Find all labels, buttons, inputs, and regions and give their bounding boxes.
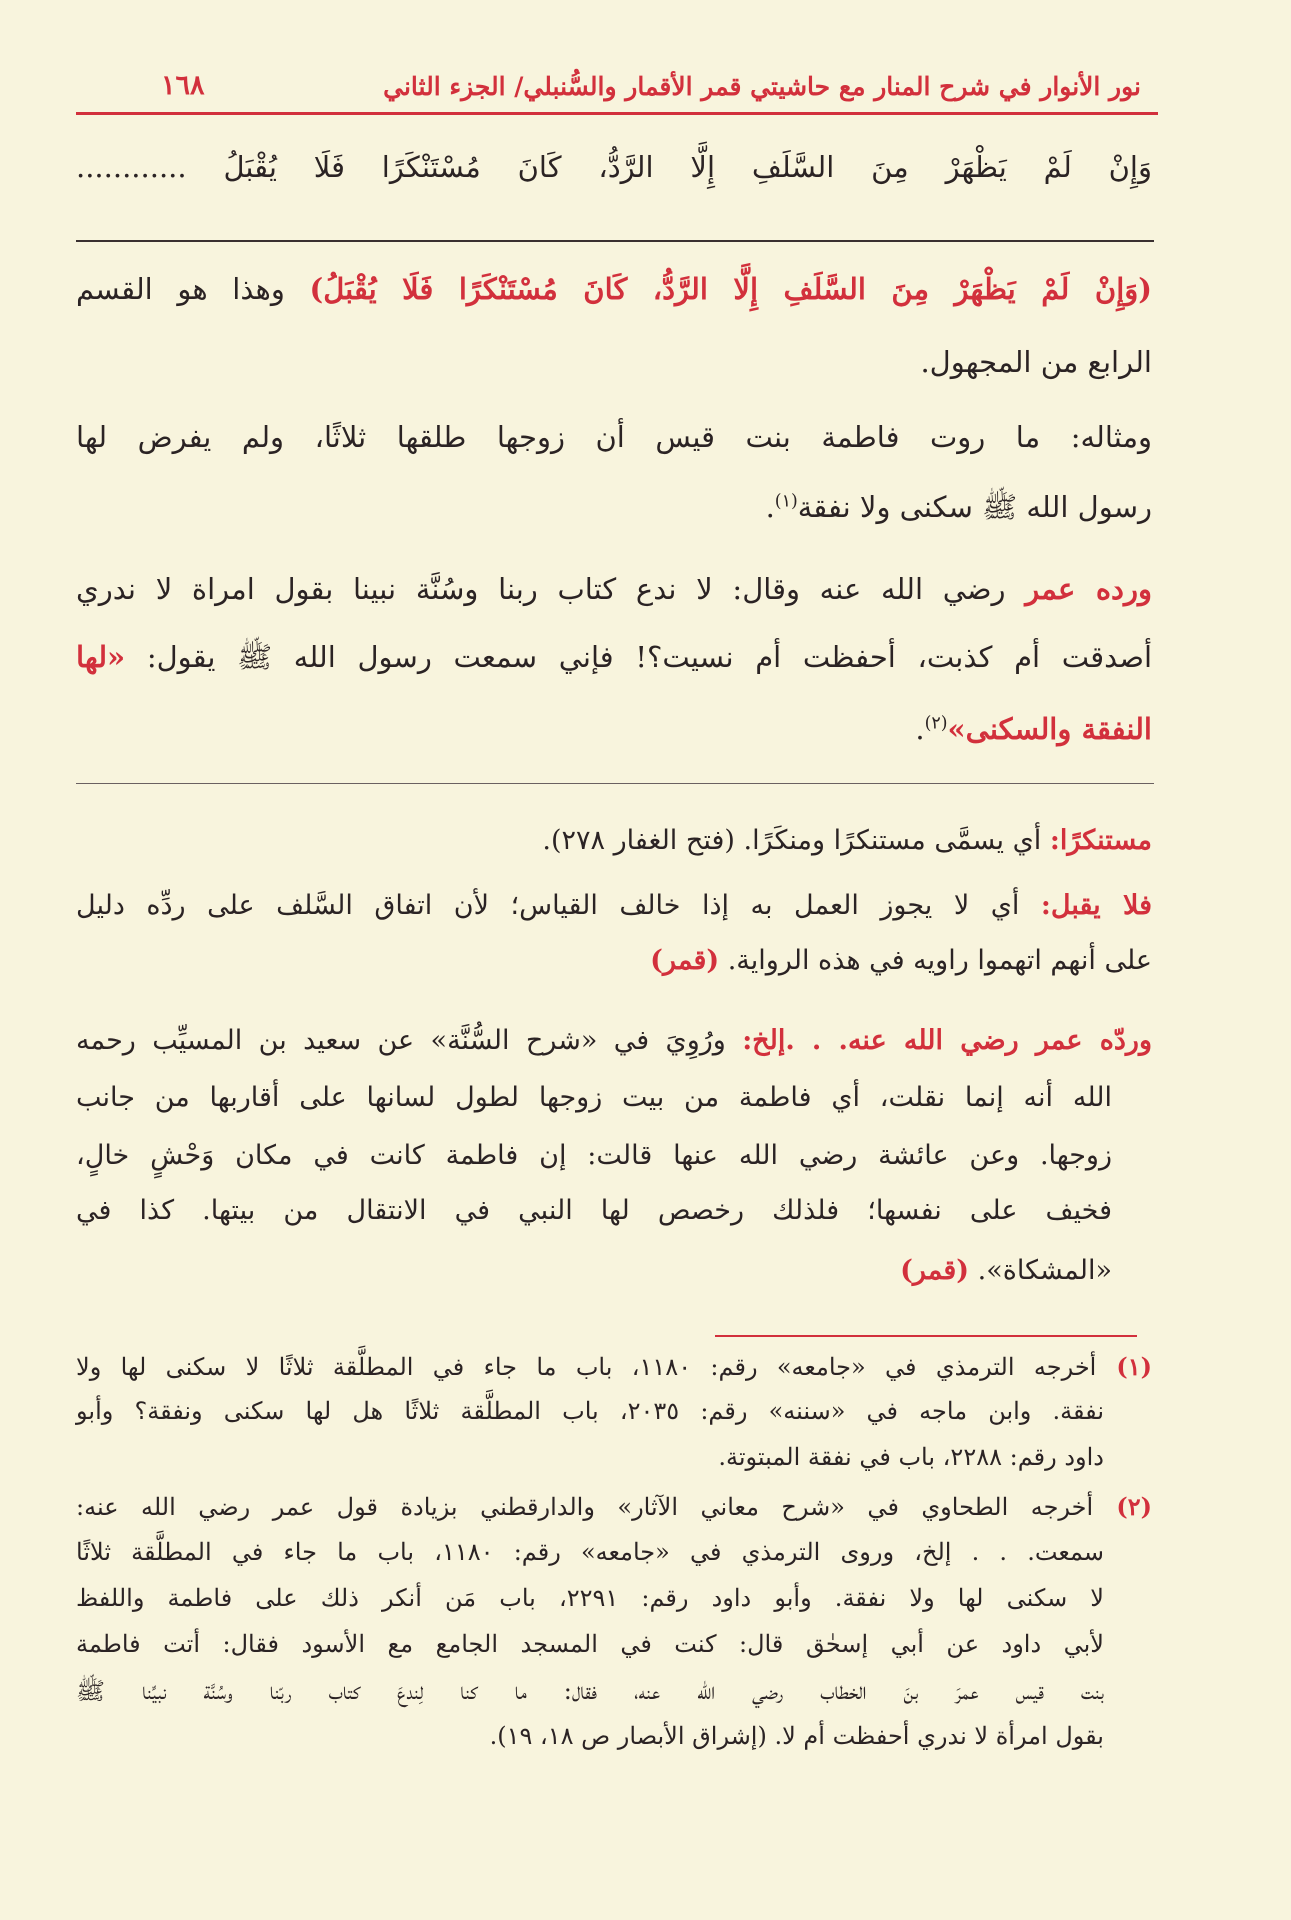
text-segment: نفقة. وابن ماجه في «سننه» رقم: ٢٠٣٥، باب المطلَّقة ثلاثًا هل لها سكنى ونفقة؟ وأبو bbox=[76, 1397, 1104, 1425]
text-segment: «المشكاة». bbox=[969, 1255, 1112, 1286]
sharh-line bbox=[76, 712, 1152, 746]
footnotes-line bbox=[76, 1584, 1104, 1612]
text-segment: رسول الله ﷺ سكنى ولا نفقة bbox=[797, 490, 1152, 524]
text-segment: لأبي داود عن أبي إسحٰق قال: كنت في المسجد الجامع مع الأسود فقال: أتت فاطمة bbox=[76, 1630, 1104, 1658]
highlighted-text: (قمر) bbox=[650, 945, 720, 976]
matn-rule bbox=[76, 240, 1154, 242]
footnotes-line bbox=[76, 1630, 1104, 1658]
text-segment: أصدقت أم كذبت، أحفظت أم نسيت؟! فإني سمعت رسول الله ﷺ يقول: bbox=[125, 640, 1152, 674]
text-segment: الرابع من المجهول. bbox=[920, 345, 1152, 379]
footnotes-line bbox=[76, 1538, 1104, 1566]
hashiya-line bbox=[76, 1082, 1112, 1113]
text-segment: رضي الله عنه وقال: لا ندع كتاب ربنا وسُنَّة نبينا بقول امراة لا ندري bbox=[76, 572, 1026, 606]
highlighted-text: فلا يقبل: bbox=[1040, 890, 1152, 921]
text-segment: داود رقم: ٢٢٨٨، باب في نفقة المبتوتة. bbox=[718, 1443, 1104, 1471]
text-segment: بنت قيس عمرَ بنَ الخطاب رضي الله عنه، فقال: ما كنا لِندعَ كتاب ربّنا وسُنَّة نبيِّنا ﷺ bbox=[76, 1677, 1104, 1705]
text-segment: على أنهم اتهموا راويه في هذه الرواية. bbox=[719, 945, 1152, 976]
hashiya-line bbox=[76, 1140, 1112, 1171]
footnotes-line bbox=[76, 1352, 1152, 1381]
text-segment: لا سكنى لها ولا نفقة. وأبو داود رقم: ٢٢٩١، باب مَن أنكر ذلك على فاطمة واللفظ bbox=[76, 1584, 1104, 1612]
running-header-title: نور الأنوار في شرح المنار مع حاشيتي قمر الأقمار والسُّنبلي/ الجزء الثاني bbox=[383, 72, 1141, 101]
sharh-line bbox=[76, 272, 1152, 306]
highlighted-text: وردّه عمر رضي الله عنه. . .إلخ: bbox=[742, 1025, 1152, 1056]
text-segment: أخرجه الطحاوي في «شرح معاني الآثار» والدارقطني بزيادة قول عمر رضي الله عنه: bbox=[76, 1493, 1094, 1521]
highlighted-text: مستنكرًا: bbox=[1049, 825, 1152, 856]
highlighted-text: (قمر) bbox=[900, 1255, 970, 1286]
footnote-rule bbox=[715, 1335, 1137, 1337]
sharh-line bbox=[76, 572, 1152, 606]
hashiya-rule bbox=[76, 783, 1154, 784]
text-segment: سمعت. . . إلخ، وروى الترمذي في «جامعه» رقم: ١١٨٠، باب ما جاء في المطلَّقة ثلاثًا bbox=[76, 1538, 1104, 1566]
text-segment: . bbox=[915, 712, 925, 746]
hashiya-line bbox=[76, 890, 1152, 921]
text-segment: زوجها. وعن عائشة رضي الله عنها قالت: إن فاطمة كانت في مكان وَحْشٍ خالٍ، bbox=[76, 1140, 1112, 1171]
highlighted-text: (وَإِنْ لَمْ يَظْهَرْ مِنَ السَّلَفِ إِلَّا الرَّدُّ، كَانَ مُسْتَنْكَرًا فَلَا يُقْبَلُ) bbox=[309, 272, 1152, 306]
hashiya-line bbox=[76, 825, 1152, 856]
footnote-number: (١) bbox=[1096, 1352, 1152, 1381]
sharh-line bbox=[76, 640, 1152, 682]
text-segment: ومثاله: ما روت فاطمة بنت قيس أن زوجها طلقها ثلاثًا، ولم يفرض لها bbox=[76, 420, 1152, 454]
header-rule bbox=[76, 112, 1158, 115]
text-segment: أي لا يجوز العمل به إذا خالف القياس؛ لأن اتفاق السَّلف على ردِّه دليل bbox=[76, 890, 1041, 921]
text-segment: الله أنه إنما نقلت، أي فاطمة من بيت زوجها لطول لسانها على أقاربها من جانب bbox=[76, 1082, 1112, 1113]
text-segment: أخرجه الترمذي في «جامعه» رقم: ١١٨٠، باب ما جاء في المطلَّقة ثلاثًا لا سكنى لها ولا bbox=[76, 1353, 1097, 1381]
hashiya-line bbox=[76, 1255, 1112, 1286]
sharh-line bbox=[76, 345, 1152, 379]
footnotes-line bbox=[76, 1397, 1104, 1425]
hashiya-line bbox=[76, 1025, 1152, 1056]
footnote-number: (٢) bbox=[1093, 1492, 1153, 1521]
footnotes-line bbox=[76, 1492, 1152, 1521]
highlighted-text: ورده عمر bbox=[1025, 572, 1152, 606]
highlighted-text: النفقة والسكنى» bbox=[947, 712, 1152, 746]
text-segment: بقول امرأة لا ندري أحفظت أم لا. (إشراق الأبصار ص ١٨، ١٩). bbox=[489, 1722, 1104, 1750]
footnote-marker: (٢) bbox=[924, 713, 948, 734]
page-number: ١٦٨ bbox=[161, 70, 205, 101]
text-segment: . bbox=[765, 490, 775, 524]
footnotes-line bbox=[76, 1676, 1104, 1711]
matn-line: وَإِنْ لَمْ يَظْهَرْ مِنَ السَّلَفِ إِلَّا الرَّدُّ، كَانَ مُسْتَنْكَرًا فَلَا يُقْبَلُ ............ bbox=[76, 150, 1152, 184]
hashiya-line bbox=[76, 1195, 1112, 1226]
text-segment: ورُوِيَ في «شرح السُّنَّة» عن سعيد بن المسيِّب رحمه bbox=[76, 1025, 743, 1056]
highlighted-text: «لها bbox=[76, 640, 126, 674]
footnote-marker: (١) bbox=[774, 491, 798, 512]
sharh-line bbox=[76, 420, 1152, 454]
footnotes-line bbox=[76, 1443, 1104, 1471]
sharh-line bbox=[76, 490, 1152, 532]
text-segment: وهذا هو القسم bbox=[76, 272, 310, 306]
text-segment: أي يسمَّى مستنكرًا ومنكَرًا. (فتح الغفار ٢٧٨). bbox=[542, 825, 1050, 856]
hashiya-line bbox=[76, 945, 1152, 976]
footnotes-line bbox=[76, 1722, 1104, 1750]
text-segment: فخيف على نفسها؛ فلذلك رخصص لها النبي في الانتقال من بيتها. كذا في bbox=[76, 1195, 1112, 1226]
